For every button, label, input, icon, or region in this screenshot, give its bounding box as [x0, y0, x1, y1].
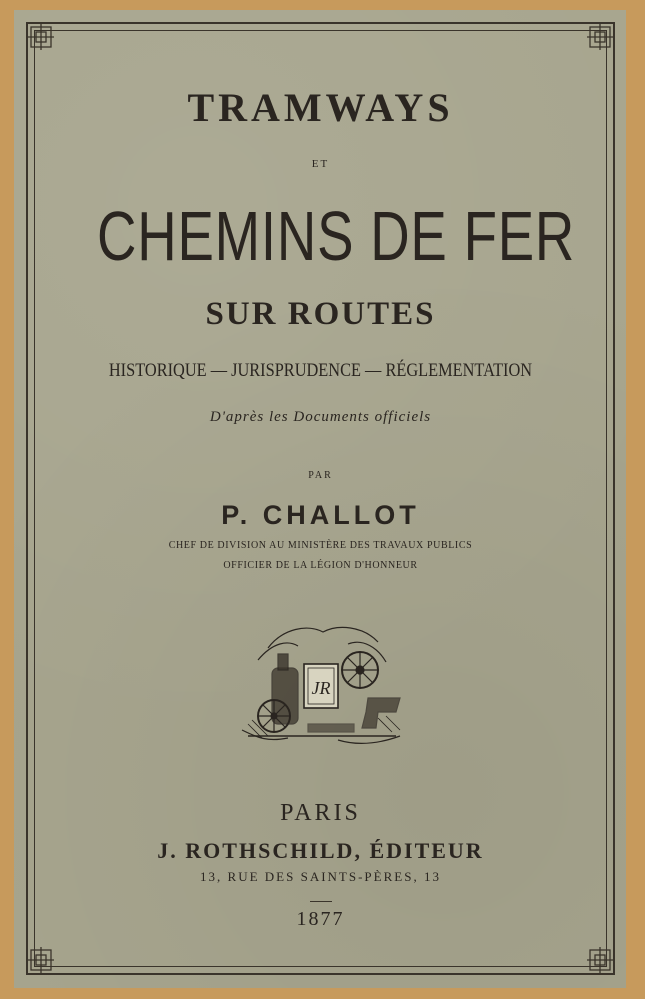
by-label: PAR	[308, 470, 333, 481]
title-line-2: CHEMINS DE FER	[97, 197, 576, 275]
title-line-3: SUR ROUTES	[205, 296, 436, 332]
author-credential-1: CHEF DE DIVISION AU MINISTÈRE DES TRAVAUX PUBLICS	[168, 540, 473, 551]
vignette-monogram: JR	[311, 678, 331, 698]
publication-city: PARIS	[280, 800, 361, 826]
subtitle: HISTORIQUE — JURISPRUDENCE — RÉGLEMENTATION	[108, 360, 533, 381]
title-line-1: TRAMWAYS	[187, 85, 454, 130]
corner-ornament-top-right	[587, 24, 613, 50]
publication-year: 1877	[296, 908, 345, 930]
title-conjunction: ET	[311, 158, 330, 170]
corner-ornament-bottom-right	[587, 947, 613, 973]
corner-ornament-bottom-left	[28, 947, 54, 973]
author-credential-2: OFFICIER DE LA LÉGION D'HONNEUR	[223, 560, 418, 571]
publisher-vignette-engraving	[228, 620, 414, 750]
author-name: P. CHALLOT	[221, 500, 420, 530]
corner-ornament-top-left	[28, 24, 54, 50]
publisher-address: 13, RUE DES SAINTS-PÈRES, 13	[200, 869, 441, 884]
source-note: D'après les Documents officiels	[209, 409, 432, 425]
year-rule	[310, 901, 332, 902]
publisher-name: J. ROTHSCHILD, ÉDITEUR	[157, 838, 484, 863]
